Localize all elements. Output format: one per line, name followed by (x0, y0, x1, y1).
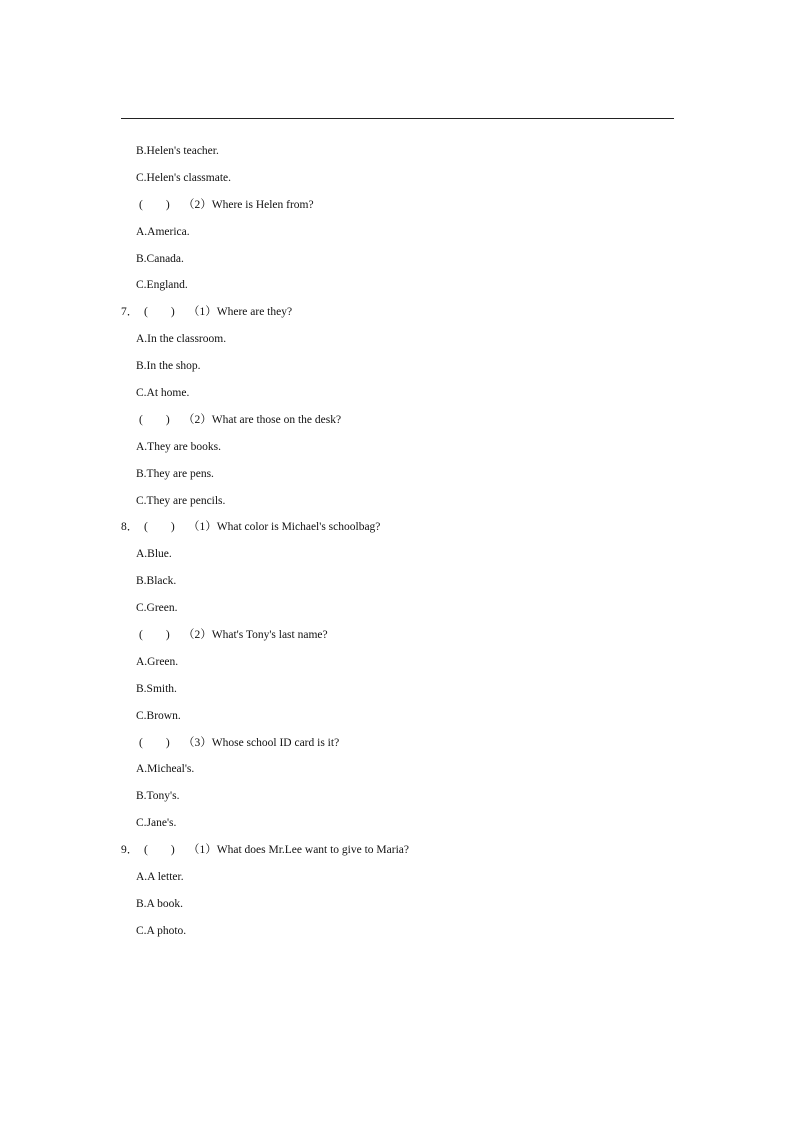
answer-option (0, 275, 794, 302)
answer-option (0, 356, 794, 383)
question-text: （1）What color is Michael's schoolbag? (188, 521, 381, 534)
numbered-question (0, 517, 794, 544)
option-text: B.Canada. (136, 252, 184, 265)
question-number: 9． (121, 844, 139, 857)
answer-option (0, 464, 794, 491)
numbered-question (0, 840, 794, 867)
answer-blank[interactable]: ( ) (139, 413, 170, 426)
answer-option (0, 598, 794, 625)
answer-option (0, 437, 794, 464)
sub-question (0, 195, 794, 222)
question-text: （3）Whose school ID card is it? (183, 736, 340, 749)
answer-option (0, 786, 794, 813)
option-text: C.At home. (136, 387, 190, 400)
sub-question (0, 733, 794, 760)
answer-option (0, 141, 794, 168)
answer-option (0, 706, 794, 733)
option-text: C.They are pencils. (136, 494, 226, 507)
answer-blank[interactable]: ( ) (144, 844, 175, 857)
question-number: 7． (121, 306, 139, 319)
answer-option (0, 894, 794, 921)
option-text: B.Smith. (136, 682, 177, 695)
question-text: （2）What are those on the desk? (183, 413, 342, 426)
question-text: （2）What's Tony's last name? (183, 629, 328, 642)
option-text: A.Micheal's. (136, 763, 195, 776)
answer-blank[interactable]: ( ) (144, 521, 175, 534)
answer-option (0, 571, 794, 598)
answer-option (0, 168, 794, 195)
answer-blank[interactable]: ( ) (139, 198, 170, 211)
option-text: C.Jane's. (136, 817, 177, 830)
answer-blank[interactable]: ( ) (139, 736, 170, 749)
answer-option (0, 867, 794, 894)
option-text: C.Brown. (136, 709, 181, 722)
answer-option (0, 813, 794, 840)
option-text: A.In the classroom. (136, 333, 227, 346)
option-text: A.A letter. (136, 871, 184, 884)
option-text: A.America. (136, 225, 190, 238)
option-text: A.Blue. (136, 548, 172, 561)
option-text: C.Green. (136, 602, 178, 615)
option-text: C.A photo. (136, 924, 187, 937)
answer-option (0, 491, 794, 518)
question-text: （1）Where are they? (188, 306, 293, 319)
answer-blank[interactable]: ( ) (139, 629, 170, 642)
question-text: （2）Where is Helen from? (183, 198, 314, 211)
answer-option (0, 679, 794, 706)
option-text: C.England. (136, 279, 188, 292)
answer-option (0, 544, 794, 571)
answer-option (0, 329, 794, 356)
option-text: C.Helen's classmate. (136, 171, 232, 184)
numbered-question (0, 302, 794, 329)
option-text: B.They are pens. (136, 467, 214, 480)
answer-option (0, 249, 794, 276)
question-list (0, 141, 794, 948)
answer-option (0, 652, 794, 679)
option-text: B.Tony's. (136, 790, 180, 803)
option-text: B.Helen's teacher. (136, 145, 219, 157)
answer-option (0, 222, 794, 249)
answer-blank[interactable]: ( ) (144, 306, 175, 319)
option-text: B.Black. (136, 575, 177, 588)
header-rule (121, 118, 674, 119)
answer-option (0, 759, 794, 786)
sub-question (0, 625, 794, 652)
option-text: B.A book. (136, 897, 183, 910)
option-text: A.They are books. (136, 440, 221, 453)
question-text: （1）What does Mr.Lee want to give to Maria? (188, 844, 409, 857)
question-number: 8． (121, 521, 139, 534)
option-text: B.In the shop. (136, 360, 201, 373)
answer-option (0, 921, 794, 948)
answer-option (0, 383, 794, 410)
sub-question (0, 410, 794, 437)
option-text: A.Green. (136, 655, 179, 668)
